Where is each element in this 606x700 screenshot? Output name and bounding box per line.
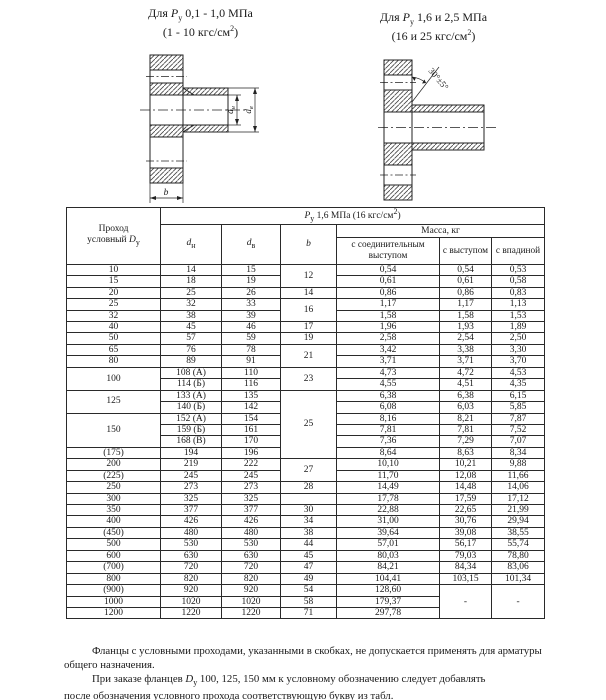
table-cell: 1,17 [440, 299, 492, 310]
table-cell: 1,53 [492, 310, 545, 321]
table-cell: 300 [67, 493, 161, 504]
table-cell: 110 [222, 367, 281, 378]
table-cell: 11,70 [337, 470, 440, 481]
table-cell: 222 [222, 459, 281, 470]
table-cell: 820 [222, 573, 281, 584]
table-cell: 3,71 [337, 356, 440, 367]
table-cell: 720 [222, 562, 281, 573]
table-cell: 39,64 [337, 527, 440, 538]
note-2-line-1: При заказе фланцев $D_у$ 100, 125, 150 мм к условному обозначению следует добавлять [92, 673, 486, 688]
table-cell: 17,12 [492, 493, 545, 504]
table-cell: 46 [222, 322, 281, 333]
table-cell: 83,06 [492, 562, 545, 573]
flange-hub-hatch [150, 125, 183, 137]
table-cell: 47 [281, 562, 337, 573]
table-cell: 14 [281, 287, 337, 298]
table-cell: 3,42 [337, 344, 440, 355]
table-cell: 39,08 [440, 527, 492, 538]
table-cell: 1,58 [337, 310, 440, 321]
table-title-row [67, 208, 545, 225]
table-cell: 161 [222, 424, 281, 435]
table-cell: 65 [67, 344, 161, 355]
table-cell: 2,58 [337, 333, 440, 344]
table-cell: 19 [222, 276, 281, 287]
table-row [67, 516, 545, 527]
table-cell: 23 [281, 367, 337, 390]
table-cell: 500 [67, 539, 161, 550]
caption-right-line1: Для $Р_у$ 1,6 и 2,5 МПа [379, 10, 488, 27]
table-cell: 0,86 [440, 287, 492, 298]
table-cell: 920 [222, 585, 281, 596]
table-cell: - [492, 585, 545, 619]
table-cell: 135 [222, 390, 281, 401]
flange-section-hatch [384, 60, 412, 75]
table-cell: 4,73 [337, 367, 440, 378]
table-cell: 159 (Б) [161, 424, 222, 435]
table-cell: 10 [67, 264, 161, 275]
table-cell: 31,00 [337, 516, 440, 527]
table-cell: 125 [67, 390, 161, 413]
pipe-wall-hatch [183, 125, 228, 132]
table-cell: 1,93 [440, 322, 492, 333]
table-cell: 530 [161, 539, 222, 550]
table-cell: 30 [281, 505, 337, 516]
table-cell: 530 [222, 539, 281, 550]
table-cell: 40 [67, 322, 161, 333]
table-cell: 17 [281, 322, 337, 333]
table-cell: 1,89 [492, 322, 545, 333]
table-cell: 15 [67, 276, 161, 287]
table-row [67, 493, 545, 504]
table-cell: 104,41 [337, 573, 440, 584]
table-cell: 297,78 [337, 607, 440, 618]
table-cell: 12 [281, 264, 337, 287]
table-cell: (700) [67, 562, 161, 573]
table-cell: (225) [67, 470, 161, 481]
table-row [67, 539, 545, 550]
table-cell: 76 [161, 344, 222, 355]
col-header-mass: Масса, кг [337, 224, 545, 237]
table-cell: 2,54 [440, 333, 492, 344]
table-body [67, 264, 545, 619]
table-cell: 1220 [222, 607, 281, 618]
table-row [67, 322, 545, 333]
table-cell: 1220 [161, 607, 222, 618]
table-cell: 920 [161, 585, 222, 596]
table-cell: 33 [222, 299, 281, 310]
table-cell: 12,08 [440, 470, 492, 481]
table-cell: 10,21 [440, 459, 492, 470]
table-cell: 7,52 [492, 424, 545, 435]
table-cell: - [440, 585, 492, 619]
flange-hub-hatch [384, 143, 412, 165]
col-header-dy-line2: условный $D_у$ [87, 235, 140, 248]
table-cell: 38 [161, 310, 222, 321]
table-cell: 89 [161, 356, 222, 367]
table-cell: 32 [67, 310, 161, 321]
col-header-dn: $d_н$ [161, 224, 222, 264]
table-cell: 3,30 [492, 344, 545, 355]
table-cell: 21 [281, 344, 337, 367]
table-cell: 6,08 [337, 402, 440, 413]
flange-drawing-high-pressure [372, 55, 512, 205]
table-cell: 32 [161, 299, 222, 310]
table-cell: 57,01 [337, 539, 440, 550]
table-cell: 79,03 [440, 550, 492, 561]
table-cell: 4,72 [440, 367, 492, 378]
table-cell: 720 [161, 562, 222, 573]
table-cell: 84,34 [440, 562, 492, 573]
table-cell: 400 [67, 516, 161, 527]
table-cell: 14 [161, 264, 222, 275]
table-cell: 21,99 [492, 505, 545, 516]
table-cell: 100 [67, 367, 161, 390]
col-header-mass-recessed: с впадиной [492, 237, 545, 264]
table-cell: 325 [222, 493, 281, 504]
table-cell: (900) [67, 585, 161, 596]
table-cell: 3,71 [440, 356, 492, 367]
table-cell: 480 [222, 527, 281, 538]
table-cell: 0,54 [440, 264, 492, 275]
table-cell: 8,64 [337, 447, 440, 458]
table-cell: 30,76 [440, 516, 492, 527]
table-cell: 245 [161, 470, 222, 481]
table-cell: 0,54 [337, 264, 440, 275]
table-cell [281, 493, 337, 504]
table-cell: 6,03 [440, 402, 492, 413]
table-cell: 20 [67, 287, 161, 298]
table-cell: 480 [161, 527, 222, 538]
table-cell: 28 [281, 482, 337, 493]
table-cell: 59 [222, 333, 281, 344]
col-header-mass-raised: с выступом [440, 237, 492, 264]
table-cell: 22,65 [440, 505, 492, 516]
table-cell: 6,38 [440, 390, 492, 401]
table-cell: 154 [222, 413, 281, 424]
flange-section-hatch [384, 185, 412, 200]
table-cell: 1,13 [492, 299, 545, 310]
note-1-line-1: Фланцы с условными проходами, указанными в скобках, не допускается применять для арматуры [92, 645, 542, 657]
table-cell: 630 [222, 550, 281, 561]
table-row [67, 344, 545, 355]
flange-section-hatch [150, 55, 183, 70]
table-row [67, 527, 545, 538]
table-cell: 80 [67, 356, 161, 367]
table-cell: 8,21 [440, 413, 492, 424]
table-cell: 133 (А) [161, 390, 222, 401]
table-cell: 14,49 [337, 482, 440, 493]
flange-dimensions-table-wrap [66, 207, 544, 619]
caption-right [346, 10, 521, 44]
table-cell: 25 [161, 287, 222, 298]
table-cell: 273 [222, 482, 281, 493]
table-cell: 325 [161, 493, 222, 504]
table-cell: 84,21 [337, 562, 440, 573]
table-cell: 8,16 [337, 413, 440, 424]
table-row [67, 333, 545, 344]
table-cell: 50 [67, 333, 161, 344]
flange-hub-hatch [384, 90, 412, 112]
pipe-wall-hatch [412, 105, 484, 112]
table-cell: 194 [161, 447, 222, 458]
table-row [67, 562, 545, 573]
flange-plate-outline [384, 60, 412, 200]
table-cell: 273 [161, 482, 222, 493]
table-cell: 7,36 [337, 436, 440, 447]
table-title: $Р_у$ 1,6 МПа (16 кгс/$см^2$) [161, 208, 545, 225]
table-cell: 44 [281, 539, 337, 550]
flange-hub-hatch [150, 83, 183, 95]
table-cell: 4,55 [337, 379, 440, 390]
table-cell: 45 [161, 322, 222, 333]
table-cell: 56,17 [440, 539, 492, 550]
table-cell: 1,96 [337, 322, 440, 333]
table-row [67, 550, 545, 561]
table-cell: 0,86 [337, 287, 440, 298]
table-cell: 8,34 [492, 447, 545, 458]
table-cell: 6,38 [337, 390, 440, 401]
footnotes [64, 644, 546, 700]
table-cell: 4,53 [492, 367, 545, 378]
table-cell: 630 [161, 550, 222, 561]
caption-left-line1: Для $Р_у$ 0,1 - 1,0 МПа [148, 6, 253, 23]
table-cell: 140 (Б) [161, 402, 222, 413]
table-cell: 1,17 [337, 299, 440, 310]
table-cell: 1020 [161, 596, 222, 607]
table-cell: 5,85 [492, 402, 545, 413]
table-cell: 1,58 [440, 310, 492, 321]
caption-left [103, 6, 298, 40]
table-cell: 142 [222, 402, 281, 413]
table-cell: 219 [161, 459, 222, 470]
table-cell: 152 (А) [161, 413, 222, 424]
table-cell: 10,10 [337, 459, 440, 470]
table-cell: 55,74 [492, 539, 545, 550]
col-header-b: b [281, 224, 337, 264]
table-cell: (450) [67, 527, 161, 538]
table-cell: 22,88 [337, 505, 440, 516]
table-cell: 4,35 [492, 379, 545, 390]
table-cell: 377 [161, 505, 222, 516]
table-cell: 38,55 [492, 527, 545, 538]
table-cell: 108 (А) [161, 367, 222, 378]
table-cell: 19 [281, 333, 337, 344]
table-cell: 3,70 [492, 356, 545, 367]
table-cell: 17,59 [440, 493, 492, 504]
table-cell: 58 [281, 596, 337, 607]
table-row [67, 459, 545, 470]
table-cell: 14,06 [492, 482, 545, 493]
table-cell: 91 [222, 356, 281, 367]
table-cell: 250 [67, 482, 161, 493]
table-cell: 27 [281, 459, 337, 482]
table-cell: 78 [222, 344, 281, 355]
table-cell: 103,15 [440, 573, 492, 584]
table-cell: 170 [222, 436, 281, 447]
table-row [67, 505, 545, 516]
table-cell: 426 [222, 516, 281, 527]
table-cell: 16 [281, 299, 337, 322]
table-cell: 1020 [222, 596, 281, 607]
table-row [67, 585, 545, 596]
table-cell: 116 [222, 379, 281, 390]
caption-right-line2: (16 и 25 кгс/$см^2$) [391, 27, 476, 43]
table-cell: 39 [222, 310, 281, 321]
table-cell: 54 [281, 585, 337, 596]
table-cell: 196 [222, 447, 281, 458]
table-cell: 377 [222, 505, 281, 516]
caption-left-line2: (1 - 10 кгс/$см^2$) [162, 23, 239, 39]
col-header-mass-connecting: с соединительным выступом [337, 237, 440, 264]
table-cell: 1000 [67, 596, 161, 607]
table-cell: 150 [67, 413, 161, 447]
pipe-wall-hatch [183, 88, 228, 95]
col-header-dv: $d_в$ [222, 224, 281, 264]
table-cell: 7,81 [440, 424, 492, 435]
dim-label-b: b [163, 188, 169, 198]
table-cell: 4,51 [440, 379, 492, 390]
note-1-line-2: общего назначения. [64, 659, 155, 672]
table-cell: 0,53 [492, 264, 545, 275]
table-cell: 15 [222, 264, 281, 275]
table-cell: 6,15 [492, 390, 545, 401]
table-cell: 0,58 [492, 276, 545, 287]
table-cell: 0,61 [440, 276, 492, 287]
table-cell: 114 (Б) [161, 379, 222, 390]
table-cell: 49 [281, 573, 337, 584]
table-cell: 0,83 [492, 287, 545, 298]
table-cell: 71 [281, 607, 337, 618]
table-cell: 45 [281, 550, 337, 561]
table-cell: 9,88 [492, 459, 545, 470]
note-2-line-2: после обозначения условного прохода соответствующую букву из табл. [64, 689, 394, 700]
table-cell: 800 [67, 573, 161, 584]
table-cell: 14,48 [440, 482, 492, 493]
table-cell: 17,78 [337, 493, 440, 504]
dim-label-dn: $d_н$ [225, 106, 237, 114]
table-row [67, 367, 545, 378]
flange-dimensions-table [66, 207, 545, 619]
flange-drawing-low-pressure [128, 50, 308, 208]
flange-section-hatch [150, 168, 183, 183]
col-header-dy-line1: Проход [98, 223, 129, 234]
table-cell: 57 [161, 333, 222, 344]
table-cell: 34 [281, 516, 337, 527]
table-cell: 426 [161, 516, 222, 527]
angle-label: 30°±5° [426, 65, 451, 92]
table-cell: 3,38 [440, 344, 492, 355]
table-cell: 1200 [67, 607, 161, 618]
table-cell: 7,29 [440, 436, 492, 447]
table-row [67, 482, 545, 493]
table-cell: 600 [67, 550, 161, 561]
table-cell: 25 [281, 390, 337, 459]
dim-label-dv: $d_в$ [243, 106, 255, 114]
table-cell: 26 [222, 287, 281, 298]
table-cell: 8,63 [440, 447, 492, 458]
table-cell: 11,66 [492, 470, 545, 481]
table-row [67, 390, 545, 401]
table-cell: 0,61 [337, 276, 440, 287]
table-cell: (175) [67, 447, 161, 458]
table-cell: 245 [222, 470, 281, 481]
table-cell: 29,94 [492, 516, 545, 527]
table-cell: 38 [281, 527, 337, 538]
table-cell: 25 [67, 299, 161, 310]
table-cell: 128,60 [337, 585, 440, 596]
table-row [67, 264, 545, 275]
flange-plate-outline [150, 55, 183, 183]
table-cell: 7,87 [492, 413, 545, 424]
table-cell: 200 [67, 459, 161, 470]
table-cell: 18 [161, 276, 222, 287]
table-row [67, 287, 545, 298]
table-cell: 168 (В) [161, 436, 222, 447]
table-cell: 101,34 [492, 573, 545, 584]
pipe-wall-hatch [412, 143, 484, 150]
table-row [67, 299, 545, 310]
table-cell: 80,03 [337, 550, 440, 561]
table-cell: 350 [67, 505, 161, 516]
table-cell: 7,07 [492, 436, 545, 447]
table-cell: 820 [161, 573, 222, 584]
table-cell: 7,81 [337, 424, 440, 435]
table-cell: 78,80 [492, 550, 545, 561]
table-cell: 179,37 [337, 596, 440, 607]
table-cell: 2,50 [492, 333, 545, 344]
table-row [67, 573, 545, 584]
col-header-dy [67, 208, 161, 265]
